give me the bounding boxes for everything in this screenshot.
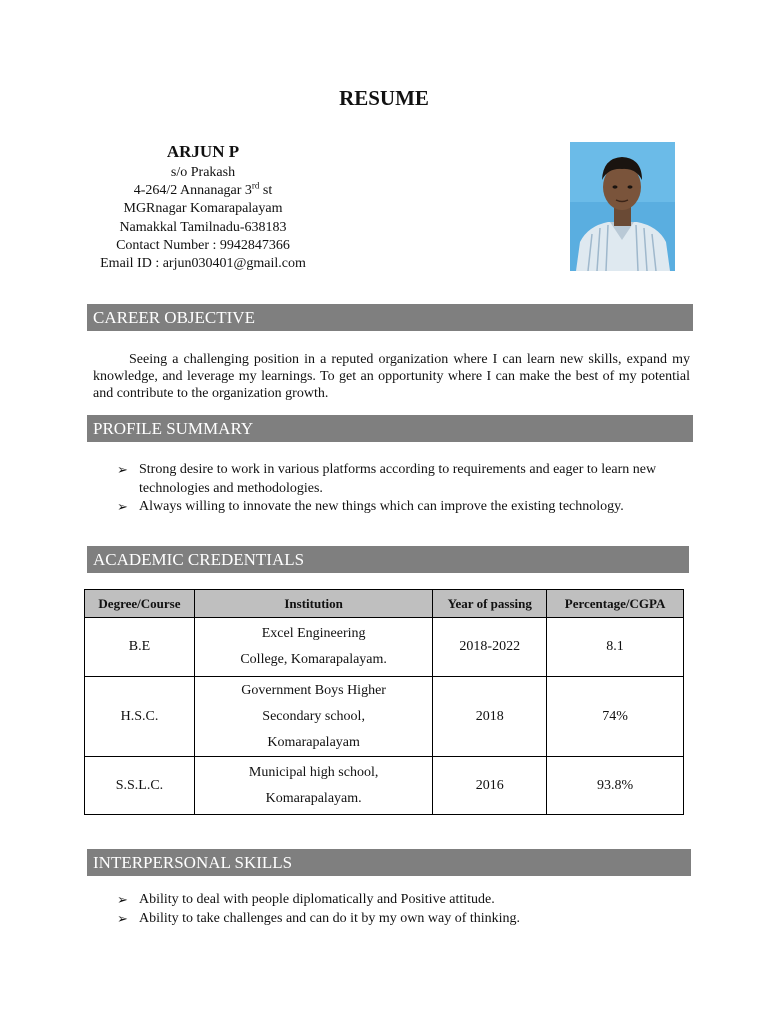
- arrow-bullet-icon: ➢: [117, 910, 128, 926]
- section-header-interpersonal-skills: INTERPERSONAL SKILLS: [87, 849, 691, 876]
- degree-cell: H.S.C.: [85, 677, 195, 757]
- score-cell: 74%: [547, 677, 684, 757]
- score-cell: 93.8%: [547, 757, 684, 815]
- list-item: ➢ Ability to deal with people diplomatically and Positive attitude.: [117, 891, 692, 910]
- arrow-bullet-icon: ➢: [117, 892, 128, 907]
- arrow-bullet-icon: ➢: [117, 499, 128, 514]
- degree-cell: S.S.L.C.: [85, 757, 195, 815]
- arrow-bullet-icon: ➢: [117, 462, 128, 477]
- year-cell: 2016: [433, 757, 547, 815]
- institution-cell: Government Boys Higher Secondary school, Komarapalayam: [194, 677, 432, 757]
- institution-cell: Municipal high school, Komarapalayam.: [194, 757, 432, 815]
- column-header: Year of passing: [433, 590, 547, 618]
- career-objective-text: Seeing a challenging position in a reputed organization where I can learn new skills, expand my knowledge, and leverage my learnings. To get an opportunity where I can make the best of my potential and contribute to the organization growth.: [93, 352, 690, 401]
- list-item: ➢ Ability to take challenges and can do it by my own way of thinking.: [117, 910, 692, 929]
- degree-cell: B.E: [85, 618, 195, 677]
- score-cell: 8.1: [547, 618, 684, 677]
- table-header-row: [85, 590, 684, 618]
- academic-table: [84, 589, 684, 815]
- column-header: Institution: [194, 590, 432, 618]
- address-line-1: 4-264/2 Annanagar 3rd st: [133, 180, 273, 199]
- section-header-career-objective: CAREER OBJECTIVE: [87, 304, 693, 331]
- address-line-2: MGRnagar Komarapalayam: [123, 201, 283, 217]
- phone-line: Contact Number : 9942847366: [116, 237, 290, 253]
- table-row: [85, 757, 684, 815]
- contact-block: [60, 141, 346, 273]
- column-header: Percentage/CGPA: [547, 590, 684, 618]
- candidate-name: ARJUN P: [166, 142, 240, 161]
- relation-line: s/o Prakash: [170, 165, 236, 180]
- email-line: Email ID : arjun030401@gmail.com: [100, 256, 306, 272]
- list-item: ➢ Always willing to innovate the new things which can improve the existing technology.: [117, 498, 692, 517]
- profile-summary-list: [117, 461, 692, 517]
- section-header-profile-summary: PROFILE SUMMARY: [87, 415, 693, 442]
- profile-photo: [570, 142, 675, 271]
- year-cell: 2018-2022: [433, 618, 547, 677]
- list-item: ➢ Strong desire to work in various platforms according to requirements and eager to learn new technologies and methodologies.: [117, 462, 657, 496]
- table-row: [85, 677, 684, 757]
- table-row: [85, 618, 684, 677]
- institution-cell: Excel Engineering College, Komarapalayam.: [194, 618, 432, 677]
- section-header-academic-credentials: ACADEMIC CREDENTIALS: [87, 546, 689, 573]
- year-cell: 2018: [433, 677, 547, 757]
- interpersonal-skills-list: [117, 891, 692, 928]
- address-line-3: Namakkal Tamilnadu-638183: [119, 219, 287, 235]
- page-title: RESUME: [339, 86, 429, 110]
- column-header: Degree/Course: [85, 590, 195, 618]
